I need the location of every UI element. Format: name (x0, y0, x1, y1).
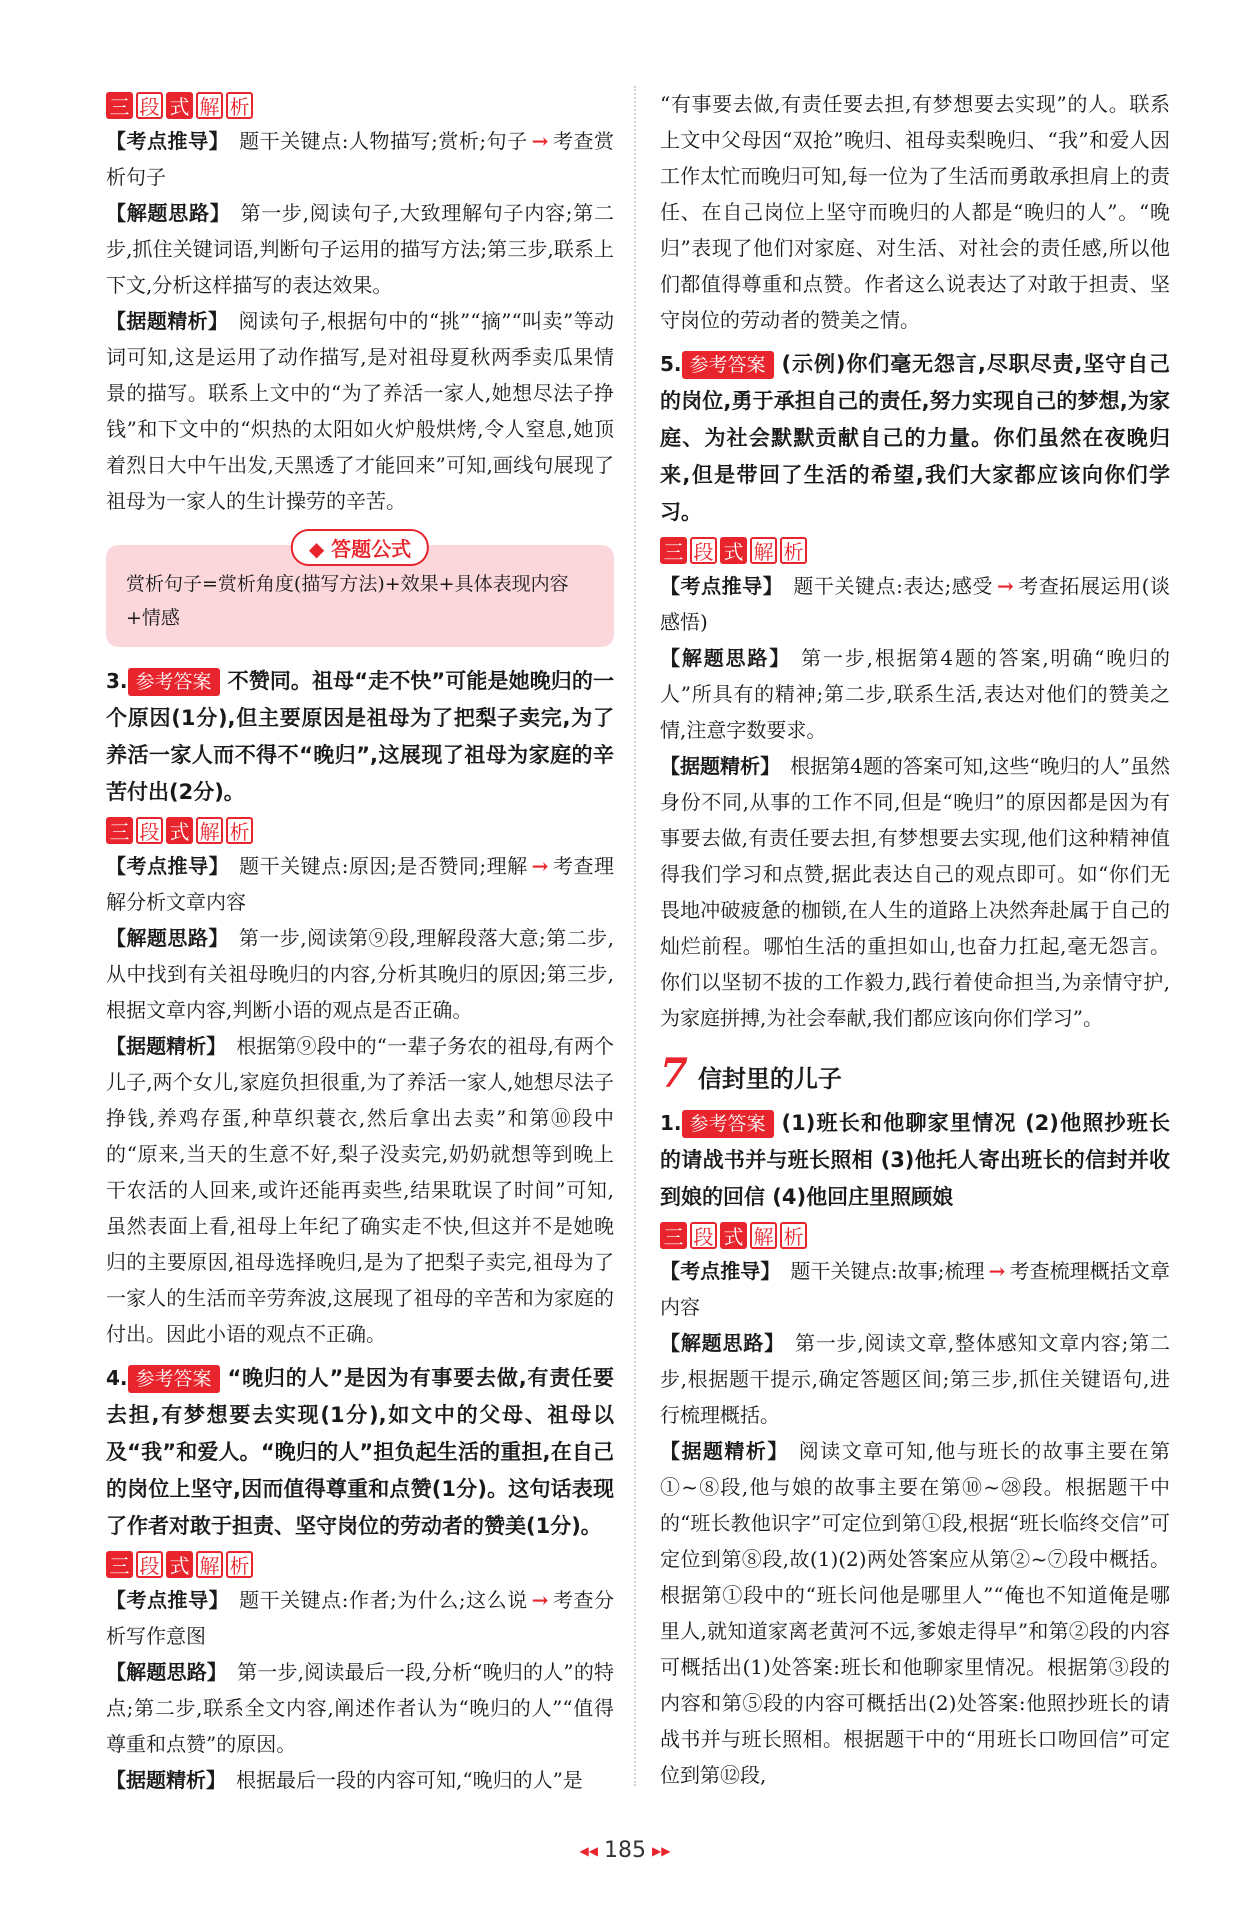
ch7-q1-answer: 1. 参考答案 (1)班长和他聊家里情况 (2)他照抄班长的请战书并与班长照相 (3)他托人寄出班长的信封并收到娘的回信 (4)他回庄里照顾娘 (660, 1111, 1170, 1209)
sanduan-jiexi-heading: 三 段 式 解 析 (106, 92, 253, 119)
arrow-icon: → (988, 1259, 1006, 1283)
kaodian-paragraph: 【考点推导】 题干关键点:人物描写;赏析;句子 → 考查赏析句子 (106, 129, 614, 189)
q4-jingxi-continued: “有事要去做,有责任要去担,有梦想要去实现”的人。联系上文中父母因“双抢”晚归、祖母卖梨晚归、“我”和爱人因工作太忙而晚归可知,每一位为了生活而勇敢承担肩上的责任、在自己岗位上坚守而晚归的人都是“晚归的人”。“晚归”表现了他们对家庭、对生活、对社会的责任感,所以他们都值得尊重和点赞。作者这么说表达了对敢于担责、坚守岗位的劳动者的赞美之情。 (660, 92, 1170, 332)
arrow-icon: → (531, 854, 549, 878)
arrow-icon: → (531, 1588, 549, 1612)
formula-title: ◆ 答题公式 (291, 529, 429, 566)
sanduan-jiexi-heading: 三 段 式 解 析 (660, 1222, 807, 1249)
answer-formula-box (106, 537, 614, 647)
chapter-title: 信封里的儿子 (697, 1065, 842, 1093)
answer-badge: 参考答案 (128, 1365, 220, 1393)
sanduan-jiexi-heading: 三 段 式 解 析 (106, 1551, 253, 1578)
jingxi-paragraph: 【据题精析】 根据第4题的答案可知,这些“晚归的人”虽然身份不同,从事的工作不同,但是“晚归”的原因都是因为有事要去做,有责任要去担,有梦想要去实现,他们这种精神值得我们学习和点赞,据此表达自己的观点即可。如“你们无畏地冲破疲惫的枷锁,在人生的道路上决然奔赴属于自己的灿烂前程。哪怕生活的重担如山,也奋力扛起,毫无怨言。你们以坚韧不拔的工作毅力,践行着使命担当,为亲情守护,为家庭拼搏,为社会奉献,我们都应该向你们学习”。 (660, 754, 1171, 1030)
answer-badge: 参考答案 (128, 668, 220, 696)
kaodian-paragraph: 【考点推导】 题干关键点:原因;是否赞同;理解 → 考查理解分析文章内容 (106, 854, 614, 914)
arrow-icon: → (531, 129, 549, 153)
arrow-icon: → (996, 574, 1014, 598)
formula-text: 赏析句子=赏析角度(描写方法)+效果+具体表现内容+情感 (126, 573, 569, 629)
jingxi-paragraph: 【据题精析】 根据最后一段的内容可知,“晚归的人”是 (106, 1768, 583, 1792)
jieti-paragraph: 【解题思路】 第一步,阅读第⑨段,理解段落大意;第二步,从中找到有关祖母晚归的内容,分析其晚归的原因;第三步,根据文章内容,判断小语的观点是否正确。 (106, 926, 614, 1022)
jieti-paragraph: 【解题思路】 第一步,阅读最后一段,分析“晚归的人”的特点;第二步,联系全文内容,阐述作者认为“晚归的人”“值得尊重和点赞”的原因。 (106, 1660, 615, 1756)
sanduan-jiexi-heading: 三 段 式 解 析 (660, 537, 807, 564)
jieti-paragraph: 【解题思路】 第一步,阅读句子,大致理解句子内容;第二步,抓住关键词语,判断句子运用的描写方法;第三步,联系上下文,分析这样描写的表达效果。 (106, 201, 615, 297)
q4-answer: 4. 参考答案 “晚归的人”是因为有事要去做,有责任要去担,有梦想要去实现(1分),如文中的父母、祖母以及“我”和爱人。“晚归的人”担负起生活的重担,在自己的岗位上坚守,因而值得尊重和点赞(1分)。这句话表现了作者对敢于担责、坚守岗位的劳动者的赞美(1分)。 (106, 1366, 614, 1538)
chapter-number: 7 (660, 1050, 688, 1097)
jingxi-paragraph: 【据题精析】 阅读句子,根据句中的“挑”“摘”“叫卖”等动词可知,这是运用了动作描写,是对祖母夏秋两季卖瓜果情景的描写。联系上文中的“为了养活一家人,她想尽法子挣钱”和下文中的“炽热的太阳如火炉般烘烤,令人窒息,她顶着烈日大中午出发,天黑透了才能回来”可知,画线句展现了祖母为一家人的生计操劳的辛苦。 (106, 309, 614, 513)
left-triangle-icon: ◀◀ (579, 1844, 598, 1858)
left-column (106, 86, 614, 1798)
chapter-heading (660, 1050, 1170, 1097)
sanduan-jiexi-heading: 三 段 式 解 析 (106, 817, 253, 844)
answer-badge: 参考答案 (682, 1110, 774, 1138)
kaodian-paragraph: 【考点推导】 题干关键点:故事;梳理 → 考查梳理概括文章内容 (660, 1259, 1170, 1319)
answer-badge: 参考答案 (682, 351, 774, 379)
column-divider (634, 86, 636, 1786)
kaodian-paragraph: 【考点推导】 题干关键点:作者;为什么;这么说 → 考查分析写作意图 (106, 1588, 614, 1648)
page-number: ◀◀ 185 ▶▶ (579, 1838, 671, 1863)
right-column (660, 86, 1170, 1793)
jieti-paragraph: 【解题思路】 第一步,根据第4题的答案,明确“晚归的人”所具有的精神;第二步,联系生活,表达对他们的赞美之情,注意字数要求。 (660, 646, 1171, 742)
jieti-paragraph: 【解题思路】 第一步,阅读文章,整体感知文章内容;第二步,根据题干提示,确定答题区间;第三步,抓住关键语句,进行梳理概括。 (660, 1331, 1171, 1427)
kaodian-paragraph: 【考点推导】 题干关键点:表达;感受 → 考查拓展运用(谈感悟) (660, 574, 1170, 634)
jingxi-paragraph: 【据题精析】 阅读文章可知,他与班长的故事主要在第①~⑧段,他与娘的故事主要在第⑩~㉘段。根据题干中的“班长教他识字”可定位到第①段,根据“班长临终交信”可定位到第⑧段,故(1)(2)两处答案应从第②~⑦段中概括。根据第①段中的“班长问他是哪里人”“俺也不知道俺是哪里人,就知道家离老黄河不远,爹娘走得早”和第②段的内容可概括出(1)处答案:班长和他聊家里情况。根据第③段的内容和第⑤段的内容可概括出(2)处答案:他照抄班长的请战书并与班长照相。根据题干中的“用班长口吻回信”可定位到第⑫段, (660, 1439, 1171, 1787)
q5-answer: 5. 参考答案 (示例)你们毫无怨言,尽职尽责,坚守自己的岗位,勇于承担自己的责任,努力实现自己的梦想,为家庭、为社会默默贡献自己的力量。你们虽然在夜晚归来,但是带回了生活的希望,我们大家都应该向你们学习。 (660, 352, 1170, 524)
q3-answer: 3. 参考答案 不赞同。祖母“走不快”可能是她晚归的一个原因(1分),但主要原因是祖母为了把梨子卖完,为了养活一家人而不得不“晚归”,这展现了祖母为家庭的辛苦付出(2分)。 (106, 669, 614, 804)
right-triangle-icon: ▶▶ (652, 1844, 671, 1858)
jingxi-paragraph: 【据题精析】 根据第⑨段中的“一辈子务农的祖母,有两个儿子,两个女儿,家庭负担很重,为了养活一家人,她想尽法子挣钱,养鸡存蛋,种草织蓑衣,然后拿出去卖”和第⑩段中的“原来,当天的生意不好,梨子没卖完,奶奶就想等到晚上干农活的人回来,或许还能再卖些,结果耽误了时间”可知,虽然表面上看,祖母上年纪了确实走不快,但这并不是她晚归的主要原因,祖母选择晚归,是为了把梨子卖完,祖母为了一家人的生活而辛劳奔波,这展现了祖母的辛苦和为家庭的付出。因此小语的观点不正确。 (106, 1034, 614, 1346)
